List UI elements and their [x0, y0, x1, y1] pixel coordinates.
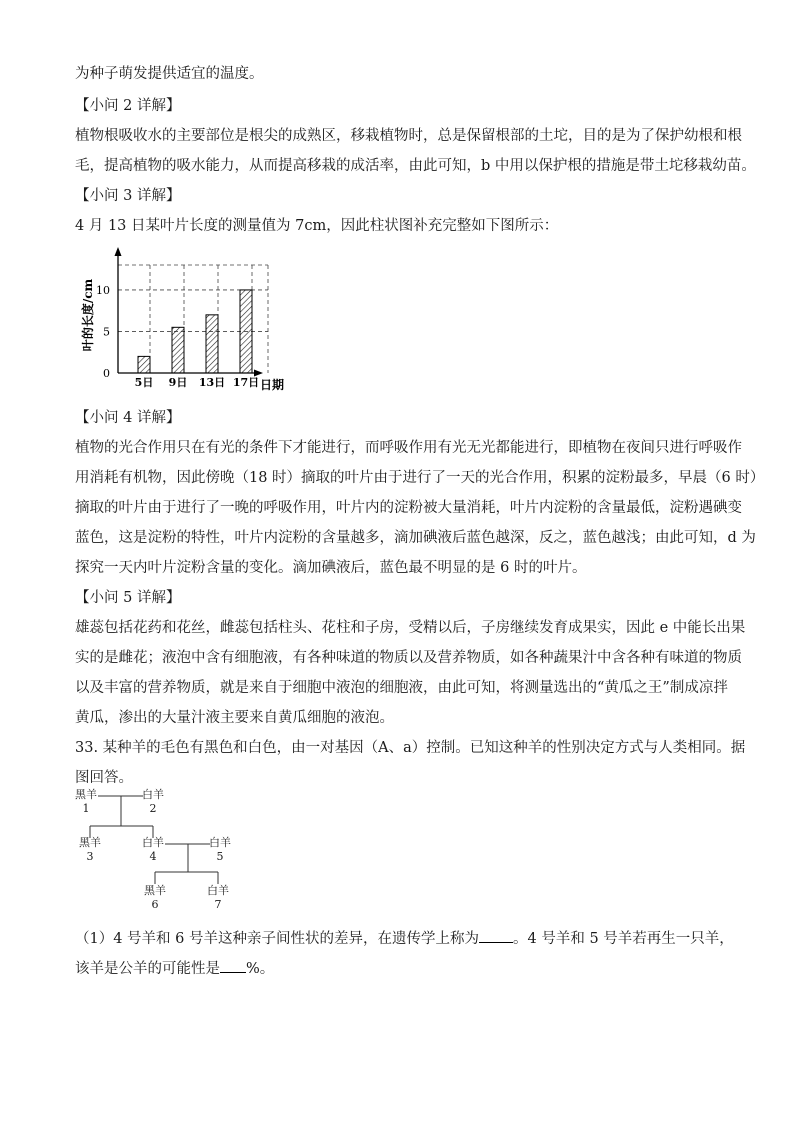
question-text: （1）4 号羊和 6 号羊这种亲子间性状的差异，在遗传学上称为 — [75, 931, 480, 947]
pedigree-individual-2: 白羊 2 — [142, 788, 164, 815]
question-part-2 — [75, 958, 274, 979]
section-heading: 【小问 2 详解】 — [75, 98, 181, 114]
question-text: 。4 号羊和 5 号羊若再生一只羊， — [513, 931, 734, 947]
pedigree-individual-3: 黑羊 3 — [79, 836, 101, 863]
y-tick-label: 5 — [103, 325, 110, 339]
question-text: 该羊是公羊的可能性是 — [75, 961, 220, 977]
x-tick-label: 5日 — [134, 376, 154, 389]
section-heading: 【小问 3 详解】 — [75, 188, 181, 204]
text-line: 毛，提高植物的吸水能力，从而提高移栽的成活率，由此可知，b 中用以保护根的措施是带土坨移栽幼苗。 — [75, 158, 756, 174]
y-tick-label: 10 — [96, 283, 110, 297]
text-line: 植物根吸收水的主要部位是根尖的成熟区，移栽植物时，总是保留根部的土坨，目的是为了保护幼根和根 — [75, 128, 742, 144]
pedigree-individual-1: 黑羊 1 — [75, 788, 97, 815]
y-tick-label: 0 — [103, 367, 110, 380]
answer-blank[interactable] — [220, 958, 246, 973]
answer-blank[interactable] — [479, 928, 513, 943]
text-line: 摘取的叶片由于进行了一晚的呼吸作用，叶片内的淀粉被大量消耗，叶片内淀粉的含量最低，淀粉遇碘变 — [75, 500, 742, 516]
text-line: 探究一天内叶片淀粉含量的变化。滴加碘液后，蓝色最不明显的是 6 时的叶片。 — [75, 560, 587, 576]
pedigree-individual-7: 白羊 7 — [207, 884, 229, 911]
text-line: 4 月 13 日某叶片长度的测量值为 7cm，因此柱状图补充完整如下图所示： — [75, 218, 559, 234]
question-stem: 33. 某种羊的毛色有黑色和白色，由一对基因（A、a）控制。已知这种羊的性别决定方式与人类相同。据 — [75, 740, 746, 756]
text-line: 以及丰富的营养物质，就是来自于细胞中液泡的细胞液，由此可知，将测量选出的“黄瓜之王”制成凉拌 — [75, 680, 728, 696]
pedigree-individual-5: 白羊 5 — [209, 836, 231, 863]
text-line: 实的是雌花；液泡中含有细胞液，有各种味道的物质以及营养物质，如各种蔬果汁中含各种有味道的物质 — [75, 650, 742, 666]
text-line: 蓝色，这是淀粉的特性，叶片内淀粉的含量越多，滴加碘液后蓝色越深，反之，蓝色越浅；由此可知，d 为 — [75, 530, 756, 546]
text-line: 黄瓜，渗出的大量汁液主要来自黄瓜细胞的液泡。 — [75, 710, 394, 726]
text-line: 植物的光合作用只在有光的条件下才能进行，而呼吸作用有光无光都能进行，即植物在夜间只进行呼吸作 — [75, 440, 742, 456]
question-stem: 图回答。 — [75, 770, 133, 786]
question-text: %。 — [246, 961, 275, 977]
x-tick-label: 13日 — [198, 376, 226, 389]
text-line: 雄蕊包括花药和花丝，雌蕊包括柱头、花柱和子房，受精以后，子房继续发育成果实，因此 e 中能长出果 — [75, 620, 746, 636]
question-part-1 — [75, 928, 734, 949]
section-heading: 【小问 4 详解】 — [75, 410, 181, 426]
x-tick-label: 9日 — [168, 376, 188, 389]
x-tick-label: 17日 — [232, 376, 260, 389]
pedigree-individual-6: 黑羊 6 — [144, 884, 166, 911]
pedigree-individual-4: 白羊 4 — [142, 836, 164, 863]
x-axis-label: 日期 — [259, 378, 285, 392]
section-heading: 【小问 5 详解】 — [75, 590, 181, 606]
text-line: 用消耗有机物，因此傍晚（18 时）摘取的叶片由于进行了一天的光合作用，积累的淀粉最多，早晨（6 时） — [75, 470, 765, 486]
text-line: 为种子萌发提供适宜的温度。 — [75, 66, 264, 82]
y-axis-label: 叶的长度/cm — [81, 278, 95, 352]
